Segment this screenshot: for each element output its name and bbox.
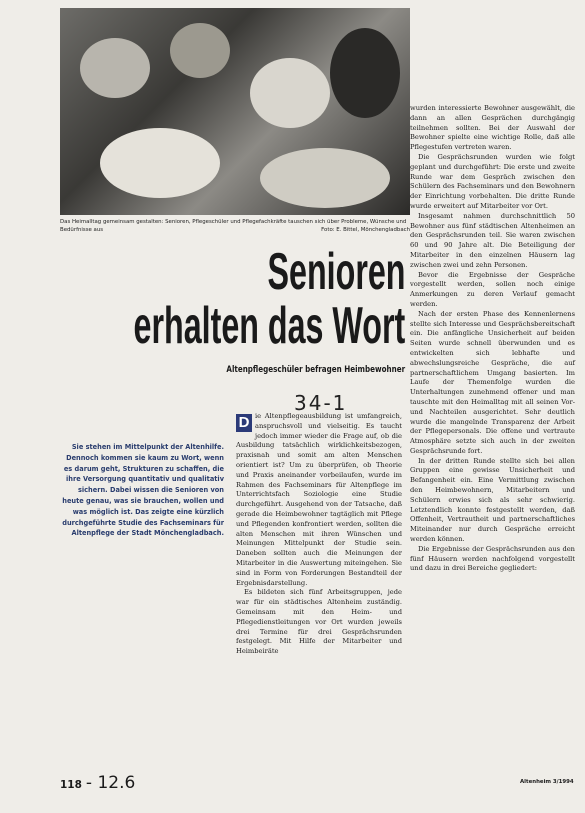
body-paragraph: wurden interessierte Bewohner ausgewählt, die dann an allen Gesprächen durchgängig teilnehmen sollten. Bei der Auswahl der Bewohner spielte eine wichtige Rolle, daß alle Pflegestufen vertreten waren. (410, 104, 575, 152)
photo-caption (60, 218, 410, 234)
handwritten-page-note: - 12.6 (85, 773, 136, 793)
article-photo (60, 8, 410, 215)
intro-teaser: Sie stehen im Mittelpunkt der Altenhilfe. Dennoch kommen sie kaum zu Wort, wenn es darum geht, Strukturen zu schaffen, die ihre Versorgung quantitativ und qualitativ sichern. Dabei wissen die Senioren von heute genau, was sie brauchen, wollen und was möglich ist. Das zeigte eine kürzlich durchgeführte Studie des Fachseminars für Altenpflege der Stadt Mönchengladbach. (62, 443, 224, 538)
photo-credit: Foto: E. Bittel, Mönchengladbach (321, 227, 410, 233)
headline-line-2: erhalten das Wort (133, 297, 405, 355)
body-paragraph: Es bildeten sich fünf Arbeitsgruppen, jede war für ein städtisches Altenheim zuständig. Gemeinsam mit den Heim- und Pflegedienstleitungen vor Ort wurden jeweils drei Termine für drei Gesprächsrunden festgelegt. Mit Hilfe der Mitarbeiter und Heimbeiräte (236, 588, 402, 656)
page-number: 118 (60, 779, 82, 791)
handwritten-note: 34-1 (294, 391, 348, 415)
body-column-right (410, 104, 575, 574)
body-paragraph: ie Altenpflegeausbildung ist umfangreich, anspruchsvoll und vielseitig. Es taucht jedoch immer wieder die Frage auf, ob die Ausbildung tatsächlich wirklichkeitsbezogen, praxisnah und somit am alten Menschen orientiert ist? Um zu überprüfen, ob Theorie und Praxis aneinander vorbeilaufen, wurde im Rahmen des Fachseminars für Altenpflege im Unterrichtsfach Soziologie eine Studie durchgeführt. Ausgehend von der Tatsache, daß gerade die Heimbewohner tagtäglich mit Pflege und Pflegenden konfrontiert werden, sollten die alten Menschen mit ihren Wünschen und Meinungen Mittelpunkt der Studie sein. Daneben sollten auch die Meinungen der Mitarbeiter in die Auswertung miteingehen. Sie sind in Form von Forderungen Bestandteil der Ergebnisdarstellung. (236, 412, 402, 587)
body-paragraph: Bevor die Ergebnisse der Gespräche vorgestellt werden, sollen noch einige Anmerkungen zu deren Verlauf gemacht werden. (410, 270, 575, 308)
headline-line-1: Senioren (267, 243, 405, 301)
body-paragraph: Nach der ersten Phase des Kennenlernens stellte sich Interesse und Gesprächsbereitschaft ein. Die anfängliche Unsicherheit auf beiden Seiten wurde schnell überwunden und es entwickelten sich lebhafte und abwechslungsreiche Gespräche, die auf partnerschaftlichem Umgang basierten. Im Laufe der Themenfolge wurden die Unterhaltungen zunehmend offener und man tauschte mit den Heimalltag mit all seinen Vor- und Nachteilen ausgerichtet. Sehr deutlich wurde die mangelnde Transparenz der Arbeit der Pflegepersonals. Die offene und vertraute Atmosphäre setzte sich auch in der zweiten Gesprächsrunde fort. (410, 309, 575, 455)
body-paragraph: Insgesamt nahmen durchschnittlich 50 Bewohner aus fünf städtischen Altenheimen an den Gesprächsrunden teil. Sie waren zwischen 60 und 90 Jahre alt. Die Beteiligung der Mitarbeiter in den einzelnen Häusern lag zwischen zwei und zehn Personen. (410, 211, 575, 269)
body-paragraph: Die Gesprächsrunden wurden wie folgt geplant und durchgeführt: Die erste und zweite Runde war dem Gespräch zwischen den Schülern des Fachseminars und den Bewohnern der Einrichtung vorbehalten. Die dritte Runde wurde erweitert auf Mitarbeiter vor Ort. (410, 152, 575, 210)
page-footer-left (60, 773, 135, 793)
body-paragraph: In der dritten Runde stellte sich bei allen Gruppen eine gewisse Unsicherheit und Befangenheit ein. Eine Vermittlung zwischen den Heimbewohnern, Mitarbeitern und Schülern erwies sich als sehr schwierig. Letztendlich konnte festgestellt werden, daß Offenheit, Vertrautheit und partnerschaftliches Miteinander nur durch Gespräche erreicht werden können. (410, 456, 575, 544)
body-paragraph: Die Ergebnisse der Gesprächsrunden aus den fünf Häusern werden nachfolgend vorgestellt und dazu in drei Bereiche gegliedert: (410, 544, 575, 573)
journal-issue: Altenheim 3/1994 (520, 779, 574, 785)
drop-cap: D (236, 414, 252, 432)
body-column-middle (236, 412, 402, 657)
subheadline: Altenpflegeschüler befragen Heimbewohner (226, 364, 405, 375)
photo-caption-text: Das Heimalltag gemeinsam gestalten: Senioren, Pflegeschüler und Pflegefachkräfte tauschen sich über Probleme, Wünsche und Bedürfnisse aus (60, 219, 407, 233)
